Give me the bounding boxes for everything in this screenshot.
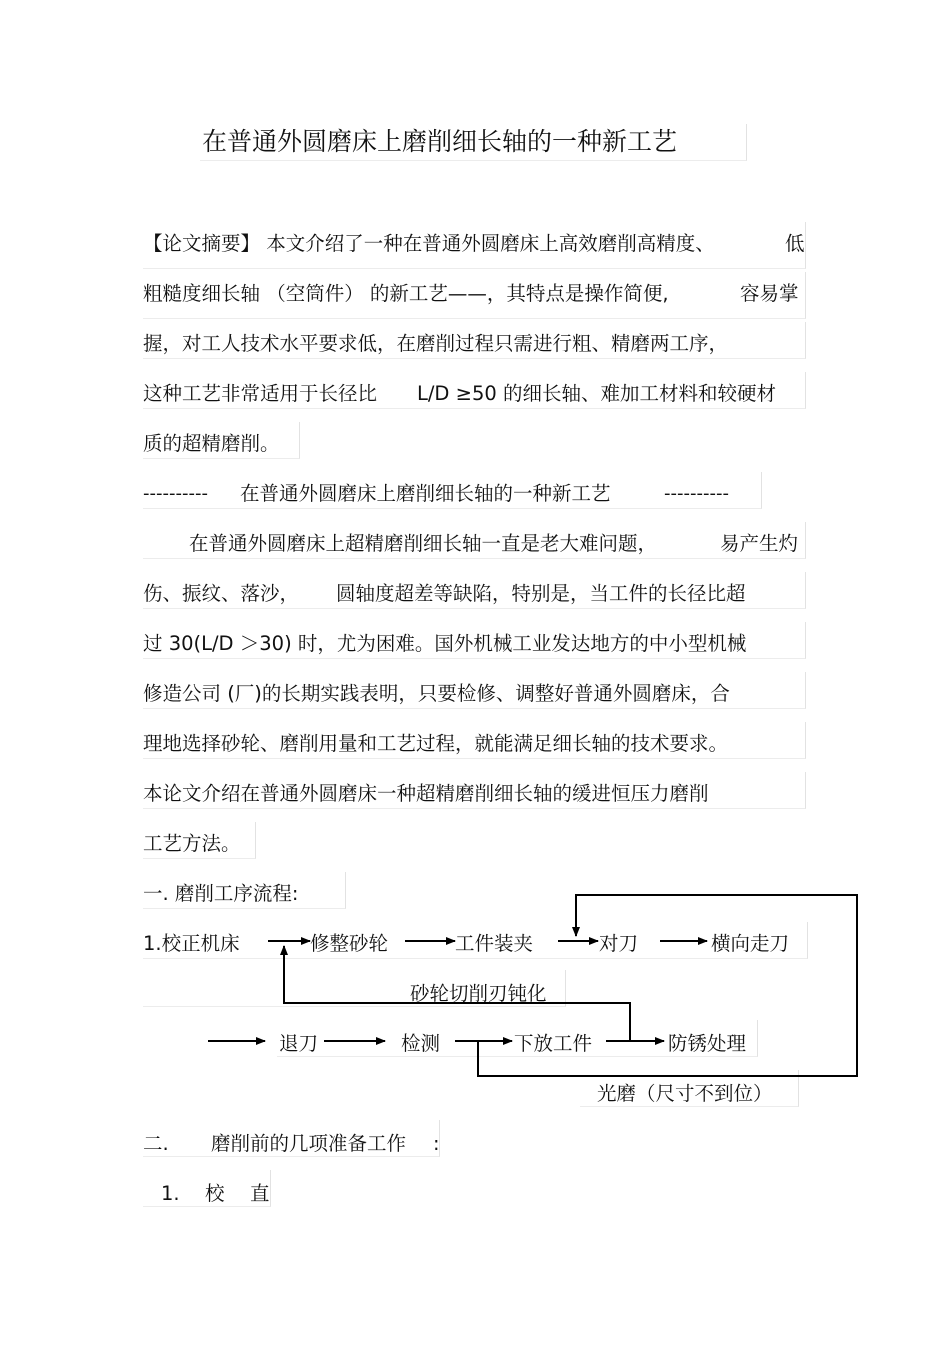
abstract-line: 这种工艺非常适用于长径比 bbox=[143, 382, 378, 405]
abstract-line: 容易掌 bbox=[740, 282, 799, 305]
page-title: 在普通外圆磨床上磨削细长轴的一种新工艺 bbox=[202, 127, 678, 156]
intro-line: 本论文介绍在普通外圆磨床一种超精磨削细长轴的缓进恒压力磨削 bbox=[143, 782, 709, 805]
divider-text: 在普通外圆磨床上磨削细长轴的一种新工艺 bbox=[240, 482, 611, 505]
flow-step: 横向走刀 bbox=[711, 932, 790, 955]
list-item-number: 1. bbox=[161, 1182, 180, 1205]
abstract-line: 粗糙度细长轴 （空筒件） 的新工艺——，其特点是操作简便, bbox=[143, 282, 669, 305]
flow-step: 工件装夹 bbox=[455, 932, 534, 955]
abstract-line: L/D ≥50 的细长轴、难加工材料和较硬材 bbox=[417, 382, 776, 405]
flow-step: 1.校正机床 bbox=[143, 932, 240, 955]
intro-line: 圆轴度超差等缺陷，特别是，当工件的长径比超 bbox=[336, 582, 746, 605]
abstract-line: 握，对工人技术水平要求低，在磨削过程只需进行粗、精磨两工序， bbox=[143, 332, 729, 355]
abstract-line: 质的超精磨削。 bbox=[143, 432, 280, 455]
section-heading: 一. 磨削工序流程: bbox=[143, 882, 299, 905]
divider-dashes: ---------- bbox=[143, 483, 208, 504]
abstract-line: 【论文摘要】 本文介绍了一种在普通外圆磨床上高效磨削高精度、 bbox=[143, 232, 715, 255]
section-heading-colon: : bbox=[433, 1132, 440, 1155]
intro-line: 过 30(L/D ＞30) 时，尤为困难。国外机械工业发达地方的中小型机械 bbox=[143, 632, 747, 655]
intro-line: 理地选择砂轮、磨削用量和工艺过程，就能满足细长轴的技术要求。 bbox=[143, 732, 729, 755]
flow-note: 砂轮切削刃钝化 bbox=[410, 982, 547, 1005]
intro-line: 在普通外圆磨床上超精磨削细长轴一直是老大难问题， bbox=[189, 532, 658, 555]
section-heading-number: 二. bbox=[143, 1132, 169, 1155]
flow-step: 修整砂轮 bbox=[310, 932, 389, 955]
intro-line: 易产生灼 bbox=[720, 532, 799, 555]
flow-step: 退刀 bbox=[279, 1032, 319, 1055]
flow-step: 检测 bbox=[401, 1032, 441, 1055]
section-heading: 磨削前的几项准备工作 bbox=[211, 1132, 407, 1155]
flow-note: 光磨（尺寸不到位） bbox=[597, 1082, 773, 1105]
abstract-line: 低 bbox=[785, 232, 805, 255]
intro-line: 伤、振纹、落沙， bbox=[143, 582, 300, 605]
list-item-text: 直 bbox=[250, 1182, 270, 1205]
intro-line: 修造公司 (厂)的长期实践表明，只要检修、调整好普通外圆磨床，合 bbox=[143, 682, 730, 705]
divider-dashes: ---------- bbox=[664, 483, 729, 504]
list-item-text: 校 bbox=[205, 1182, 225, 1205]
flow-step: 防锈处理 bbox=[668, 1032, 747, 1055]
flow-step: 对刀 bbox=[599, 932, 639, 955]
flow-step: 下放工件 bbox=[514, 1032, 593, 1055]
intro-line: 工艺方法。 bbox=[143, 832, 241, 855]
